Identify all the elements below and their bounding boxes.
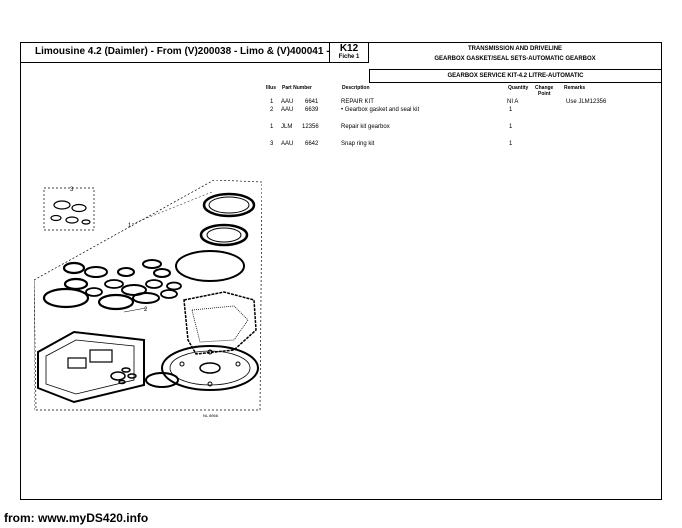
row-3-quantity: 1 [509, 124, 513, 130]
group-header [369, 43, 661, 70]
row-3-description: Repair kit gearbox [341, 124, 390, 130]
row-3-illus: 1 [270, 124, 274, 130]
row-2-number: 6639 [305, 107, 319, 113]
row-4-number: 6642 [305, 141, 319, 147]
row-4-description: Snap ring kit [341, 141, 375, 147]
col-description: Description [342, 85, 370, 91]
row-2-prefix: AAU [281, 107, 294, 113]
reference-box [329, 43, 369, 63]
row-1-remarks: Use JLM12356 [566, 99, 607, 105]
group-title: TRANSMISSION AND DRIVELINE [467, 46, 563, 52]
col-illus: Illus [266, 85, 277, 91]
row-4-quantity: 1 [509, 141, 513, 147]
col-point: Point [538, 91, 551, 97]
section-title: GEARBOX SERVICE KIT-4.2 LITRE-AUTOMATIC [369, 70, 661, 83]
row-1-number: 6641 [305, 99, 319, 105]
row-2-illus: 2 [270, 107, 274, 113]
row-1-illus: 1 [270, 99, 274, 105]
row-3-prefix: JLM [281, 124, 293, 130]
row-1-description: REPAIR KIT [341, 99, 374, 105]
row-2-description: • Gearbox gasket and seal kit [341, 107, 420, 113]
col-remarks: Remarks [564, 85, 586, 91]
source-watermark: from: www.myDS420.info [4, 511, 149, 525]
col-change: Change [535, 85, 554, 91]
row-1-quantity: NI A [507, 99, 519, 105]
row-4-prefix: AAU [281, 141, 294, 147]
group-subtitle: GEARBOX GASKET/SEAL SETS-AUTOMATIC GEARBOX [434, 56, 596, 62]
drawing-number: NL 8966 [203, 413, 218, 418]
reference-code: K12 [339, 43, 359, 54]
callout-3: 3 [70, 187, 74, 193]
row-3-number: 12356 [302, 124, 319, 130]
row-1-prefix: AAU [281, 99, 294, 105]
col-quantity: Quantity [508, 85, 529, 91]
callout-2: 2 [144, 307, 148, 313]
fiche-number: Fiche 1 [338, 54, 360, 60]
model-header [21, 43, 329, 63]
row-2-quantity: 1 [509, 107, 513, 113]
row-4-illus: 3 [270, 141, 274, 147]
exploded-parts-illustration [34, 180, 262, 412]
callout-1: 1 [128, 223, 132, 229]
model-title: Limousine 4.2 (Daimler) - From (V)200038 - Limo & (V)400041 - [35, 46, 330, 57]
col-part-number: Part Number [282, 85, 313, 91]
